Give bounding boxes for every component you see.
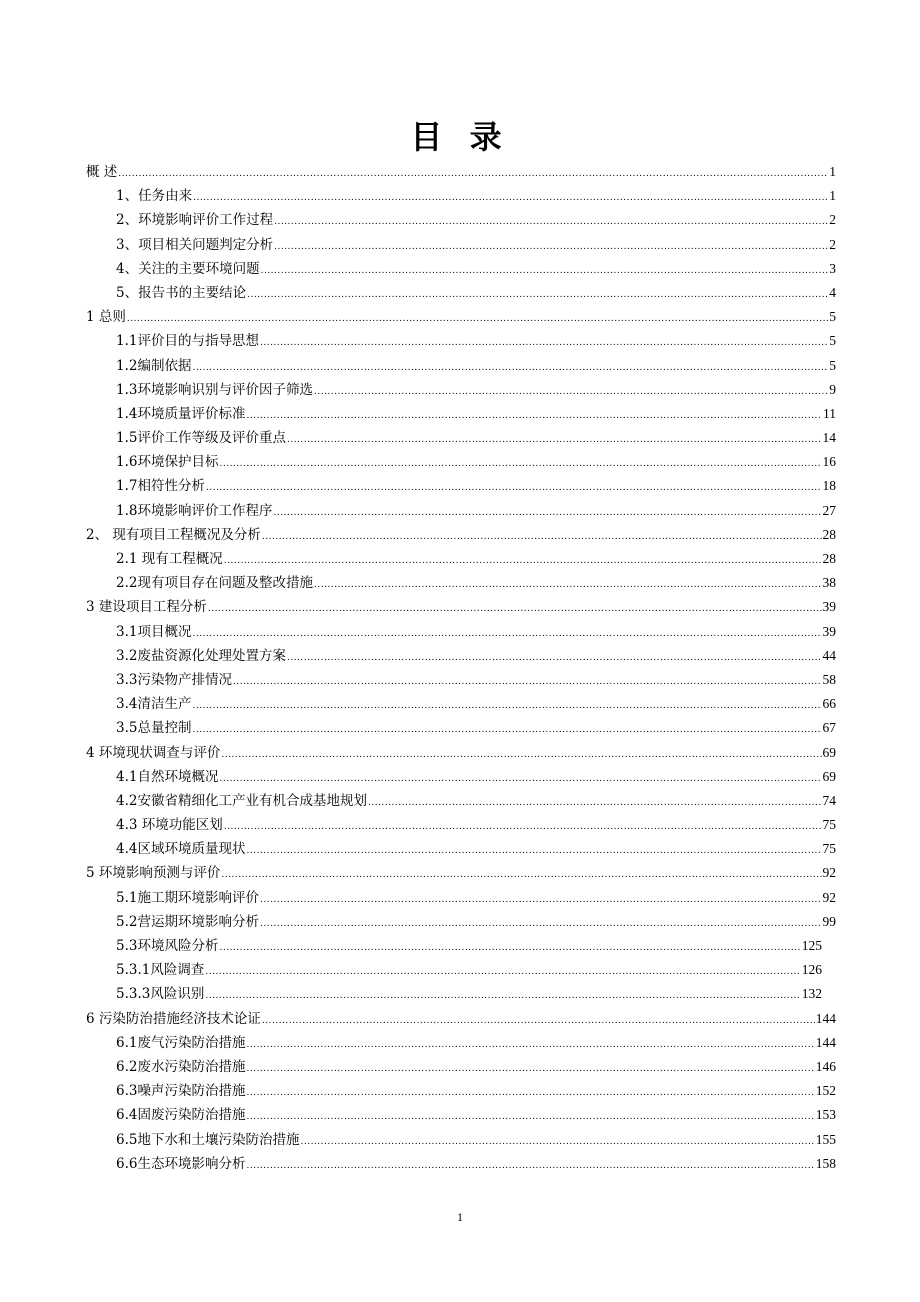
toc-dot-leader xyxy=(219,767,821,791)
toc-entry-page: 75 xyxy=(822,817,836,833)
toc-entry-label: 概 述 xyxy=(86,164,118,180)
toc-entry[interactable] xyxy=(86,402,836,426)
toc-entry-label: 1.5评价工作等级及评价重点 xyxy=(116,430,286,447)
toc-entry-label: 3.4清洁生产 xyxy=(116,696,192,713)
toc-entry-label: 4.1自然环境概况 xyxy=(116,768,219,785)
toc-entry-page: 66 xyxy=(822,696,836,712)
toc-entry[interactable] xyxy=(86,861,836,885)
toc-entry-label: 4.2安徽省精细化工产业有机合成基地规划 xyxy=(116,792,367,809)
toc-entry-page: 18 xyxy=(822,478,836,494)
toc-entry-page: 2 xyxy=(829,236,836,252)
toc-entry-label: 6.4固废污染防治措施 xyxy=(116,1107,246,1124)
toc-entry-page: 28 xyxy=(822,526,836,542)
toc-entry[interactable] xyxy=(86,741,836,765)
toc-entry-label: 1.3环境影响识别与评价因子筛选 xyxy=(116,381,313,398)
toc-dot-leader xyxy=(221,743,821,767)
toc-entry-label: 2、环境影响评价工作过程 xyxy=(116,212,274,229)
toc-entry-page: 144 xyxy=(815,1034,836,1050)
toc-entry-label: 3 建设项目工程分析 xyxy=(86,599,207,616)
toc-entry-page: 126 xyxy=(801,962,822,978)
toc-entry[interactable] xyxy=(86,474,836,498)
toc-dot-leader xyxy=(287,428,822,452)
toc-entry-label: 1.2编制依据 xyxy=(116,357,192,374)
toc-entry-page: 39 xyxy=(822,599,836,615)
toc-entry[interactable] xyxy=(86,281,836,305)
toc-dot-leader xyxy=(219,936,800,960)
toc-entry-label: 1.7相符性分析 xyxy=(116,478,205,495)
toc-entry-label: 6.1废气污染防治措施 xyxy=(116,1034,246,1051)
toc-entry-page: 146 xyxy=(815,1058,836,1074)
toc-dot-leader xyxy=(246,1057,814,1081)
toc-entry[interactable] xyxy=(86,644,836,668)
toc-dot-leader xyxy=(246,1105,814,1129)
toc-entry-label: 3.5总量控制 xyxy=(116,720,192,737)
toc-entry-page: 92 xyxy=(822,865,836,881)
toc-dot-leader xyxy=(247,283,828,307)
toc-dot-leader xyxy=(118,162,828,186)
toc-entry-page: 38 xyxy=(822,575,836,591)
page-number: 1 xyxy=(457,1210,463,1224)
toc-entry[interactable] xyxy=(86,378,836,402)
toc-entry-page: 99 xyxy=(822,913,836,929)
toc-entry-label: 1 总则 xyxy=(86,309,126,326)
toc-entry-page: 3 xyxy=(829,260,836,276)
toc-entry-page: 1 xyxy=(829,188,836,204)
toc-entry[interactable] xyxy=(86,886,836,910)
toc-entry-page: 158 xyxy=(815,1155,836,1171)
toc-entry[interactable] xyxy=(86,813,836,837)
toc-dot-leader xyxy=(127,307,828,331)
toc-entry-label: 5、报告书的主要结论 xyxy=(116,284,247,301)
toc-dot-leader xyxy=(208,597,822,621)
toc-entry[interactable] xyxy=(86,837,836,861)
toc-dot-leader xyxy=(193,186,828,210)
toc-dot-leader xyxy=(260,888,822,912)
toc-entry[interactable] xyxy=(86,958,836,982)
toc-dot-leader xyxy=(205,984,800,1008)
toc-entry-label: 5.3.1风险调查 xyxy=(116,962,205,979)
toc-dot-leader xyxy=(206,476,822,500)
toc-entry[interactable] xyxy=(86,1128,836,1152)
toc-dot-leader xyxy=(246,1033,814,1057)
toc-dot-leader xyxy=(221,863,821,887)
toc-entry-label: 6.2废水污染防治措施 xyxy=(116,1058,246,1075)
toc-dot-leader xyxy=(314,380,828,404)
toc-entry[interactable] xyxy=(86,1079,836,1103)
toc-entry-page: 67 xyxy=(822,720,836,736)
toc-entry[interactable] xyxy=(86,910,836,934)
toc-dot-leader xyxy=(224,549,822,573)
toc-dot-leader xyxy=(192,622,821,646)
toc-dot-leader xyxy=(262,525,822,549)
toc-entry-page: 69 xyxy=(822,768,836,784)
toc-entry-label: 6.3噪声污染防治措施 xyxy=(116,1083,246,1100)
toc-dot-leader xyxy=(274,210,828,234)
toc-dot-leader xyxy=(246,404,822,428)
toc-entry-label: 6.6生态环境影响分析 xyxy=(116,1155,246,1172)
toc-entry[interactable] xyxy=(86,716,836,740)
toc-entry-label: 4 环境现状调查与评价 xyxy=(86,744,221,761)
toc-dot-leader xyxy=(246,1154,814,1178)
toc-entry-page: 28 xyxy=(822,551,836,566)
toc-entry-page: 27 xyxy=(822,502,836,518)
toc-entry-label: 6 污染防治措施经济技术论证 xyxy=(86,1010,261,1027)
toc-dot-leader xyxy=(205,960,800,984)
toc-entry-page: 44 xyxy=(822,647,836,663)
toc-entry[interactable] xyxy=(86,1007,836,1031)
toc-entry[interactable] xyxy=(86,571,836,595)
toc-entry-label: 3.1项目概况 xyxy=(116,623,192,640)
toc-entry[interactable] xyxy=(86,982,836,1006)
toc-dot-leader xyxy=(368,791,822,815)
toc-entry[interactable] xyxy=(86,426,836,450)
toc-entry-page: 69 xyxy=(822,744,836,760)
toc-entry-label: 6.5地下水和土壤污染防治措施 xyxy=(116,1131,300,1148)
toc-entry-page: 58 xyxy=(822,671,836,687)
toc-entry-page: 1 xyxy=(829,164,836,179)
toc-entry[interactable] xyxy=(86,934,836,958)
toc-entry-page: 153 xyxy=(815,1107,836,1123)
toc-entry-page: 5 xyxy=(829,333,836,349)
toc-entry[interactable] xyxy=(86,450,836,474)
toc-entry-label: 3.2废盐资源化处理处置方案 xyxy=(116,647,286,664)
toc-entry[interactable] xyxy=(86,160,836,184)
toc-dot-leader xyxy=(287,646,822,670)
toc-dot-leader xyxy=(192,356,828,380)
toc-entry[interactable] xyxy=(86,789,836,813)
toc-entry[interactable] xyxy=(86,184,836,208)
toc-entry-label: 2.1 现有工程概况 xyxy=(116,551,223,567)
toc-dot-leader xyxy=(273,501,821,525)
page-title: 目 录 xyxy=(410,118,510,156)
toc-entry-page: 2 xyxy=(829,212,836,228)
toc-entry[interactable] xyxy=(86,1055,836,1079)
toc-dot-leader xyxy=(219,452,821,476)
toc-entry[interactable] xyxy=(86,692,836,716)
toc-entry[interactable] xyxy=(86,620,836,644)
toc-entry-page: 144 xyxy=(815,1010,836,1026)
toc-dot-leader xyxy=(246,1081,814,1105)
toc-dot-leader xyxy=(314,573,822,597)
toc-entry[interactable] xyxy=(86,329,836,353)
toc-entry-label: 1.4环境质量评价标准 xyxy=(116,405,246,422)
toc-entry-page: 11 xyxy=(823,405,836,421)
toc-entry-label: 1、任务由来 xyxy=(116,188,193,205)
toc-entry-page: 92 xyxy=(822,889,836,905)
toc-entry[interactable] xyxy=(86,1031,836,1055)
toc-entry-page: 5 xyxy=(829,309,836,325)
toc-dot-leader xyxy=(224,815,822,839)
toc-entry[interactable] xyxy=(86,523,836,547)
toc-dot-leader xyxy=(260,912,822,936)
toc-entry-label: 1.1评价目的与指导思想 xyxy=(116,333,259,350)
toc-entry-page: 125 xyxy=(801,938,822,953)
toc-entry[interactable] xyxy=(86,257,836,281)
toc-entry-page: 16 xyxy=(822,454,836,470)
toc-entry-label: 2、 现有项目工程概况及分析 xyxy=(86,526,261,543)
toc-entry[interactable] xyxy=(86,354,836,378)
toc-entry-page: 152 xyxy=(815,1083,836,1099)
toc-entry[interactable] xyxy=(86,208,836,232)
toc-entry-label: 3、项目相关问题判定分析 xyxy=(116,236,274,253)
toc-entry-label: 5.3环境风险分析 xyxy=(116,938,219,954)
toc-entry[interactable] xyxy=(86,1103,836,1127)
toc-entry-label: 1.6环境保护目标 xyxy=(116,454,219,471)
table-of-contents xyxy=(86,160,836,1176)
toc-entry-label: 3.3污染物产排情况 xyxy=(116,671,232,688)
toc-entry-page: 75 xyxy=(822,841,836,857)
toc-entry-page: 9 xyxy=(829,381,836,397)
toc-entry-page: 39 xyxy=(822,623,836,639)
toc-entry-label: 4.3 环境功能区划 xyxy=(116,817,223,834)
toc-entry-label: 5.2营运期环境影响分析 xyxy=(116,913,259,930)
toc-entry-page: 155 xyxy=(815,1131,836,1147)
toc-entry[interactable] xyxy=(86,1152,836,1176)
toc-entry[interactable] xyxy=(86,233,836,257)
toc-dot-leader xyxy=(192,718,821,742)
toc-dot-leader xyxy=(260,331,828,355)
toc-dot-leader xyxy=(300,1130,814,1154)
toc-dot-leader xyxy=(262,1009,815,1033)
toc-entry[interactable] xyxy=(86,305,836,329)
toc-entry-label: 2.2现有项目存在问题及整改措施 xyxy=(116,575,313,592)
toc-dot-leader xyxy=(192,694,821,718)
toc-entry-label: 1.8环境影响评价工作程序 xyxy=(116,502,273,519)
toc-dot-leader xyxy=(274,235,828,259)
toc-entry-label: 5 环境影响预测与评价 xyxy=(86,865,221,882)
toc-entry[interactable] xyxy=(86,765,836,789)
toc-dot-leader xyxy=(233,670,822,694)
toc-entry-page: 14 xyxy=(822,430,836,446)
toc-entry[interactable] xyxy=(86,547,836,571)
toc-entry-label: 5.3.3风险识别 xyxy=(116,986,205,1003)
toc-dot-leader xyxy=(246,839,821,863)
toc-entry[interactable] xyxy=(86,499,836,523)
toc-entry[interactable] xyxy=(86,668,836,692)
toc-entry[interactable] xyxy=(86,595,836,619)
toc-dot-leader xyxy=(261,259,829,283)
toc-entry-page: 4 xyxy=(829,284,836,300)
toc-entry-page: 74 xyxy=(822,792,836,808)
toc-entry-label: 4.4区域环境质量现状 xyxy=(116,841,246,858)
toc-entry-page: 132 xyxy=(801,986,822,1002)
toc-entry-label: 4、关注的主要环境问题 xyxy=(116,260,260,277)
toc-entry-label: 5.1施工期环境影响评价 xyxy=(116,889,259,906)
toc-entry-page: 5 xyxy=(829,357,836,373)
